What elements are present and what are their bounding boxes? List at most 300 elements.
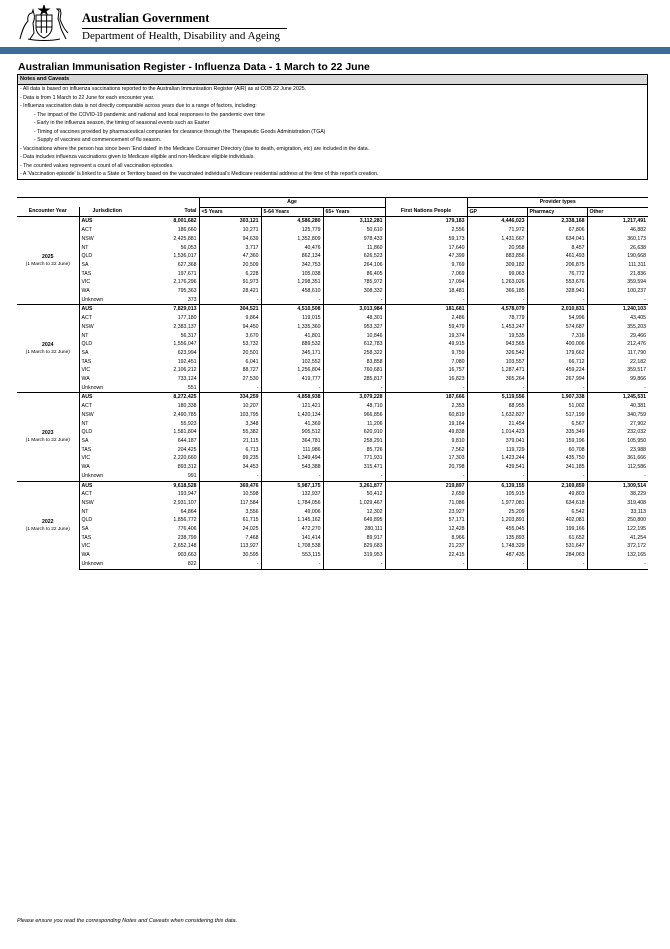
cell-total: 9,618,528 (135, 481, 199, 490)
cell-other: - (587, 560, 648, 569)
cell-jurisdiction: NT (81, 244, 89, 251)
cell-jurisdiction: NT (81, 508, 89, 515)
cell-age-5-64: 40,476 (261, 244, 323, 253)
note-item: - Vaccinations where the person has since been 'End dated' in the Medicare Consumer Directory (due to death, emigration, etc) are included in the data. (20, 145, 370, 152)
encounter-year-range: (1 March to 22 June) (25, 350, 70, 356)
cell-gp: 1,203,891 (501, 517, 525, 524)
cell-age-65: 85,726 (323, 446, 385, 455)
cell-age-65: 50,610 (323, 226, 385, 235)
cell-age-lt5: 21,115 (243, 437, 259, 444)
cell-age-65: 649,895 (323, 516, 385, 525)
cell-pharmacy: 8,457 (527, 244, 587, 253)
cell-age-5-64: 553,115 (261, 551, 323, 560)
cell-total: 180,338 (135, 402, 199, 411)
cell-jurisdiction: AUS (79, 305, 135, 314)
cell-age-lt5: - (256, 472, 259, 479)
cell-pharmacy: - (527, 560, 587, 569)
table-row (17, 261, 648, 270)
cell-pharmacy: 634,041 (527, 235, 587, 244)
cell-pharmacy: 159,196 (527, 437, 587, 446)
cell-age-65: 3,013,984 (323, 305, 385, 314)
cell-age-5-64: 1,256,804 (261, 366, 323, 375)
cell-gp: 309,182 (505, 261, 525, 268)
cell-total: 2,931,107 (135, 499, 199, 508)
cell-age-5-64: 49,006 (261, 508, 323, 517)
cell-first-nations: 57,171 (385, 516, 467, 525)
cell-age-65: 308,332 (323, 287, 385, 296)
cell-gp: 1,263,026 (501, 279, 525, 286)
cell-age-lt5: 113,927 (240, 543, 259, 550)
cell-age-65: 771,931 (323, 454, 385, 463)
cell-other: 1,217,491 (587, 217, 648, 226)
cell-age-65: 86,405 (323, 270, 385, 279)
cell-age-5-64: - (261, 560, 323, 569)
table-row (17, 499, 648, 508)
cell-pharmacy: 2,010,831 (527, 305, 587, 314)
table-row (17, 560, 648, 569)
cell-total: 627,368 (135, 261, 199, 270)
cell-age-lt5: 103,795 (239, 411, 259, 418)
cell-age-65: 612,783 (323, 340, 385, 349)
cell-pharmacy: 634,618 (527, 499, 587, 508)
cell-pharmacy: 328,941 (527, 287, 587, 296)
header-spacer (17, 198, 79, 208)
cell-age-65: 258,291 (323, 437, 385, 446)
cell-jurisdiction: SA (81, 261, 89, 268)
table-row (17, 472, 648, 481)
cell-jurisdiction: ACT (81, 227, 92, 234)
cell-age-lt5: 6,228 (245, 270, 259, 277)
cell-total: 8,001,682 (135, 217, 199, 226)
table-row (17, 525, 648, 534)
cell-gp: 119,729 (506, 446, 525, 453)
cell-age-5-64: 111,986 (261, 446, 323, 455)
cell-first-nations: 7,562 (385, 446, 467, 455)
cell-gp: 1,287,471 (501, 367, 525, 374)
cell-other: 319,408 (587, 499, 648, 508)
cell-age-lt5: 27,530 (242, 376, 259, 383)
cell-gp: 105,915 (505, 491, 525, 498)
cell-age-5-64: - (261, 472, 323, 481)
cell-age-65: 48,301 (323, 314, 385, 323)
cell-other: 105,950 (587, 437, 648, 446)
cell-age-lt5: 94,639 (242, 235, 259, 242)
cell-age-65: 10,846 (323, 332, 385, 341)
cell-age-5-64: 345,171 (261, 349, 323, 358)
cell-age-lt5: 303,121 (199, 217, 261, 226)
cell-age-lt5: 99,235 (242, 455, 259, 462)
table-row (17, 375, 648, 384)
cell-age-lt5: 3,556 (245, 508, 259, 515)
cell-other: 372,172 (587, 542, 648, 551)
cell-age-lt5: - (256, 296, 259, 303)
cell-total: 2,425,881 (135, 235, 199, 244)
cell-jurisdiction: NSW (81, 499, 94, 506)
note-item: - Timing of vaccines provided by pharmaceutical companies for clearance through the Therapeutic Goods Administration (TGA) (34, 128, 326, 135)
cell-age-lt5: 6,041 (245, 358, 259, 365)
cell-age-5-64: 543,388 (261, 463, 323, 472)
cell-pharmacy: 517,199 (527, 411, 587, 420)
cell-gp: - (522, 472, 525, 479)
age-group-header: Age (199, 198, 385, 208)
cell-age-65: 620,910 (323, 428, 385, 437)
cell-first-nations: 16,823 (385, 375, 467, 384)
cell-gp: - (522, 384, 525, 391)
header-spacer (135, 198, 199, 208)
cell-gp: 88,955 (508, 403, 525, 410)
col-age-lt5: <5 Years (199, 207, 261, 217)
cell-first-nations: 2,486 (385, 314, 467, 323)
cell-total: 623,994 (135, 349, 199, 358)
cell-total: 1,556,047 (135, 340, 199, 349)
cell-gp: 365,264 (505, 376, 525, 383)
table-row (17, 252, 648, 261)
cell-gp: 1,632,827 (501, 411, 525, 418)
cell-first-nations: 179,183 (385, 217, 467, 226)
cell-other: 41,254 (587, 534, 648, 543)
table-row (17, 332, 648, 341)
cell-first-nations: 23,927 (385, 508, 467, 517)
table-row (17, 287, 648, 296)
cell-age-lt5: 34,453 (242, 464, 259, 471)
cell-gp: 20,958 (508, 244, 525, 251)
cell-jurisdiction: Unknown (79, 560, 135, 569)
cell-age-65: - (323, 384, 385, 393)
table-row (17, 296, 648, 305)
cell-first-nations: - (385, 472, 467, 481)
cell-age-65: 785,972 (323, 278, 385, 287)
table-row (17, 481, 648, 490)
cell-gp: 1,453,247 (501, 323, 525, 330)
cell-age-5-64: 132,937 (261, 490, 323, 499)
cell-age-65: 978,433 (323, 235, 385, 244)
cell-pharmacy: 199,166 (527, 525, 587, 534)
cell-first-nations: 181,681 (385, 305, 467, 314)
note-item: - A 'Vaccination episode' is linked to a State or Territory based on the vaccinated individual's Medicare residential address at the time of this report's creation. (20, 171, 379, 177)
cell-age-lt5: 53,732 (242, 341, 259, 348)
cell-pharmacy: 531,647 (527, 542, 587, 551)
cell-age-lt5: 28,421 (242, 288, 259, 295)
encounter-year-cell (17, 305, 79, 393)
cell-gp: 379,041 (505, 437, 525, 444)
influenza-data-table (17, 197, 648, 570)
cell-other: 360,173 (587, 235, 648, 244)
cell-age-5-64: 1,784,056 (261, 499, 323, 508)
cell-age-lt5: 55,382 (242, 429, 259, 436)
cell-first-nations: 21,237 (385, 542, 467, 551)
note-item: - Early in the influenza season, the timing of seasonal events such as Easter (34, 120, 210, 126)
cell-age-lt5: 91,973 (242, 279, 259, 286)
encounter-year: 2022 (41, 518, 54, 525)
encounter-year: 2024 (41, 342, 54, 349)
cell-gp: 99,063 (508, 270, 525, 277)
cell-other: - (587, 384, 648, 393)
cell-age-5-64: 105,038 (261, 270, 323, 279)
cell-age-lt5: 304,521 (199, 305, 261, 314)
cell-age-65: 48,710 (323, 402, 385, 411)
cell-first-nations: 60,819 (385, 411, 467, 420)
cell-first-nations: 2,556 (385, 226, 467, 235)
provider-group-header: Provider types (467, 198, 648, 208)
cell-jurisdiction: VIC (81, 367, 91, 374)
table-row (17, 366, 648, 375)
cell-first-nations: - (385, 384, 467, 393)
cell-jurisdiction: QLD (81, 341, 93, 348)
cell-age-65: 83,858 (323, 358, 385, 367)
cell-pharmacy: 206,875 (527, 261, 587, 270)
cell-total: 56,053 (135, 244, 199, 253)
cell-other: 359,594 (587, 278, 648, 287)
cell-pharmacy: 459,224 (527, 366, 587, 375)
cell-total: 795,363 (135, 287, 199, 296)
table-row (17, 384, 648, 393)
cell-jurisdiction: Unknown (81, 384, 104, 391)
cell-other: 22,182 (587, 358, 648, 367)
cell-other: 359,517 (587, 366, 648, 375)
encounter-year-cell (17, 217, 79, 305)
cell-total: 1,536,017 (135, 252, 199, 261)
cell-pharmacy: 49,803 (527, 490, 587, 499)
cell-pharmacy: 461,493 (527, 252, 587, 261)
cell-pharmacy: 553,676 (527, 278, 587, 287)
note-item: - Supply of vaccines and commencement of flu season. (34, 137, 162, 143)
cell-gp: 943,565 (505, 341, 525, 348)
cell-first-nations: 9,759 (385, 349, 467, 358)
cell-other: 122,195 (587, 525, 648, 534)
cell-age-lt5: 334,259 (199, 393, 261, 402)
cell-jurisdiction: SA (81, 437, 89, 444)
cell-age-65: 3,261,877 (323, 481, 385, 490)
col-age-65: 65+ Years (323, 207, 385, 217)
table-row (17, 226, 648, 235)
cell-age-lt5: 94,450 (242, 323, 259, 330)
cell-pharmacy: 6,542 (527, 508, 587, 517)
cell-first-nations: 8,966 (385, 534, 467, 543)
cell-pharmacy: 335,349 (527, 428, 587, 437)
cell-age-5-64: 102,552 (261, 358, 323, 367)
cell-total: 733,124 (135, 375, 199, 384)
encounter-year-range: (1 March to 22 June) (25, 438, 70, 444)
cell-first-nations: 9,769 (385, 261, 467, 270)
table-row (17, 542, 648, 551)
cell-jurisdiction: WA (81, 464, 90, 471)
cell-total: 177,180 (135, 314, 199, 323)
cell-jurisdiction: AUS (79, 217, 135, 226)
col-other: Other (587, 207, 648, 217)
cell-gp: 6,139,155 (467, 481, 527, 490)
cell-age-lt5: 24,025 (242, 526, 259, 533)
header-accent-bar (0, 47, 670, 54)
encounter-year-cell (17, 481, 79, 569)
cell-gp: 71,972 (508, 227, 525, 234)
cell-age-65: 12,302 (323, 508, 385, 517)
cell-age-5-64: 4,586,280 (261, 217, 323, 226)
cell-gp: 487,435 (505, 552, 525, 559)
cell-age-5-64: 1,708,538 (261, 542, 323, 551)
cell-age-lt5: 3,670 (245, 332, 259, 339)
col-jurisdiction: Jurisdiction (79, 207, 135, 217)
cell-jurisdiction: QLD (81, 429, 93, 436)
cell-age-5-64: 41,369 (261, 420, 323, 429)
cell-first-nations: 187,666 (385, 393, 467, 402)
cell-jurisdiction: AUS (79, 393, 135, 402)
encounter-year: 2023 (41, 430, 54, 437)
cell-first-nations: 16,757 (385, 366, 467, 375)
cell-age-65: 3,112,281 (323, 217, 385, 226)
cell-total: 2,220,660 (135, 454, 199, 463)
cell-age-65: - (323, 472, 385, 481)
cell-jurisdiction: NT (81, 420, 89, 427)
cell-total: 2,106,212 (135, 366, 199, 375)
table-row (17, 270, 648, 279)
cell-age-5-64: 1,298,351 (261, 278, 323, 287)
cell-other: 21,836 (587, 270, 648, 279)
cell-total: 238,799 (135, 534, 199, 543)
cell-jurisdiction: VIC (81, 279, 91, 286)
cell-total: 1,581,804 (135, 428, 199, 437)
table-row (17, 551, 648, 560)
cell-total: 373 (135, 296, 199, 305)
cell-first-nations: 59,173 (385, 235, 467, 244)
cell-other: 111,311 (587, 261, 648, 270)
cell-total: 551 (135, 384, 199, 393)
cell-gp: 1,977,081 (501, 499, 525, 506)
cell-age-5-64: 472,270 (261, 525, 323, 534)
cell-jurisdiction: NSW (81, 323, 94, 330)
cell-gp: 883,856 (505, 253, 525, 260)
cell-age-65: 966,856 (323, 411, 385, 420)
cell-age-lt5: 20,509 (242, 261, 259, 268)
cell-age-5-64: 905,512 (261, 428, 323, 437)
cell-other: 99,866 (587, 375, 648, 384)
cell-jurisdiction: TAS (81, 446, 92, 453)
cell-total: 8,272,425 (135, 393, 199, 402)
cell-total: 644,187 (135, 437, 199, 446)
cell-total: 1,856,772 (135, 516, 199, 525)
cell-gp: 135,893 (505, 534, 525, 541)
cell-first-nations: 59,479 (385, 323, 467, 332)
cell-age-lt5: - (256, 384, 259, 391)
cell-gp: 1,748,329 (501, 543, 525, 550)
cell-age-5-64: 889,532 (261, 340, 323, 349)
cell-jurisdiction: WA (81, 376, 90, 383)
cell-age-5-64: 5,987,175 (261, 481, 323, 490)
cell-first-nations: - (385, 296, 467, 305)
cell-gp: 366,185 (505, 288, 525, 295)
cell-gp: 4,446,023 (467, 217, 527, 226)
cell-gp: 455,045 (505, 526, 525, 533)
col-encounter-year: Encounter Year (17, 207, 79, 217)
cell-age-lt5: 9,864 (245, 315, 259, 322)
cell-pharmacy: 402,081 (527, 516, 587, 525)
cell-total: 186,660 (135, 226, 199, 235)
table-row (17, 402, 648, 411)
table-row (17, 393, 648, 402)
cell-age-lt5: 10,207 (242, 403, 259, 410)
cell-age-65: 11,860 (323, 244, 385, 253)
cell-first-nations: 7,080 (385, 358, 467, 367)
cell-other: 23,988 (587, 446, 648, 455)
table-row (17, 217, 648, 226)
cell-age-lt5: 3,717 (245, 244, 259, 251)
cell-other: 26,638 (587, 244, 648, 253)
cell-jurisdiction: ACT (81, 491, 92, 498)
cell-pharmacy: 574,687 (527, 323, 587, 332)
cell-other: 112,586 (587, 463, 648, 472)
cell-age-lt5: 10,598 (242, 491, 259, 498)
cell-first-nations: 2,353 (385, 402, 467, 411)
cell-gp: 1,014,423 (501, 429, 525, 436)
cell-pharmacy: - (527, 384, 587, 393)
cell-total: 903,663 (135, 551, 199, 560)
cell-pharmacy: 61,652 (527, 534, 587, 543)
cell-gp: - (467, 560, 527, 569)
table-row (17, 454, 648, 463)
cell-pharmacy: 2,169,859 (527, 481, 587, 490)
cell-age-lt5: 7,468 (245, 534, 259, 541)
cell-age-lt5: 47,360 (242, 253, 259, 260)
cell-total: 193,947 (135, 490, 199, 499)
cell-age-lt5: 3,348 (245, 420, 259, 427)
cell-age-5-64: 121,421 (261, 402, 323, 411)
cell-gp: 78,779 (508, 315, 525, 322)
cell-gp: 326,542 (505, 349, 525, 356)
cell-jurisdiction: TAS (81, 534, 92, 541)
cell-total: 204,425 (135, 446, 199, 455)
cell-age-5-64: 419,777 (261, 375, 323, 384)
cell-total: 192,451 (135, 358, 199, 367)
cell-gp: 5,119,556 (467, 393, 527, 402)
cell-other: 100,237 (587, 287, 648, 296)
cell-age-65: 1,029,467 (323, 499, 385, 508)
cell-other: 117,790 (587, 349, 648, 358)
cell-first-nations: 18,481 (385, 287, 467, 296)
header-spacer (385, 198, 467, 208)
cell-age-lt5: - (199, 560, 261, 569)
cell-jurisdiction: NSW (81, 235, 94, 242)
cell-age-65: 258,322 (323, 349, 385, 358)
cell-age-lt5: 6,713 (245, 446, 259, 453)
cell-first-nations: 49,915 (385, 340, 467, 349)
cell-other: 1,309,514 (587, 481, 648, 490)
cell-pharmacy: 284,063 (527, 551, 587, 560)
cell-total: 56,317 (135, 332, 199, 341)
cell-age-65: - (323, 560, 385, 569)
note-item: - The counted values represent a count of all vaccination episodes. (20, 162, 174, 169)
cell-age-65: 89,917 (323, 534, 385, 543)
encounter-year-range: (1 March to 22 June) (25, 262, 70, 268)
table-row (17, 420, 648, 429)
cell-total: 2,652,148 (135, 542, 199, 551)
header-spacer (79, 198, 135, 208)
cell-gp: 1,431,667 (501, 235, 525, 242)
cell-age-5-64: 41,801 (261, 332, 323, 341)
cell-age-5-64: 1,335,360 (261, 323, 323, 332)
cell-age-lt5: 10,271 (242, 227, 259, 234)
cell-age-65: 953,327 (323, 323, 385, 332)
cell-pharmacy: 54,996 (527, 314, 587, 323)
cell-age-65: 626,523 (323, 252, 385, 261)
cell-age-5-64: 458,610 (261, 287, 323, 296)
cell-pharmacy: - (527, 296, 587, 305)
cell-pharmacy: 179,662 (527, 349, 587, 358)
col-total: Total (135, 207, 199, 217)
table-row (17, 314, 648, 323)
cell-age-65: 50,412 (323, 490, 385, 499)
cell-age-5-64: 4,510,508 (261, 305, 323, 314)
cell-jurisdiction: TAS (81, 270, 92, 277)
cell-pharmacy: 400,006 (527, 340, 587, 349)
